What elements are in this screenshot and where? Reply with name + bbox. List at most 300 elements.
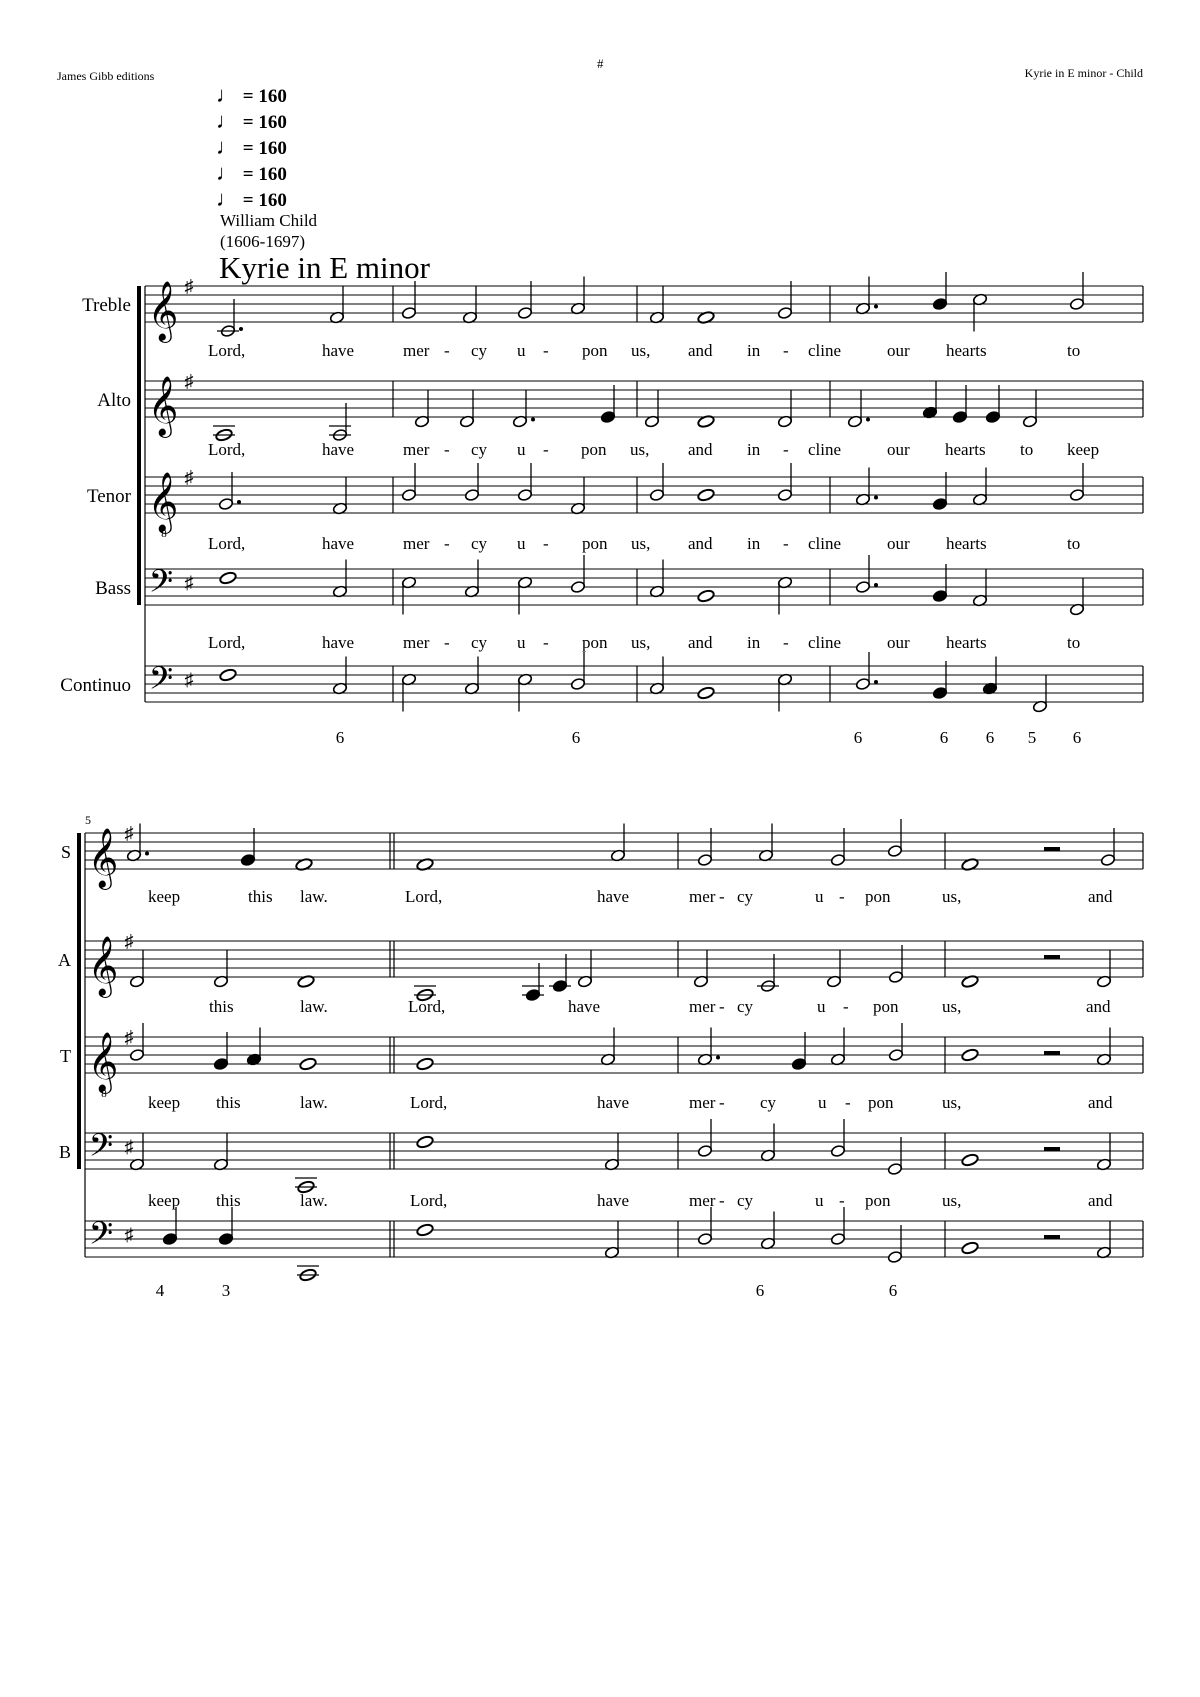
key-signature-sharp-icon: ♯ xyxy=(184,371,194,391)
lyric-syllable: mer xyxy=(403,341,430,360)
note-head xyxy=(777,463,792,502)
lyric-syllable: our xyxy=(887,341,910,360)
note-head xyxy=(847,390,870,429)
lyric-syllable: Lord, xyxy=(408,997,446,1016)
note-head xyxy=(922,381,937,420)
note-head xyxy=(1069,578,1084,617)
lyric-hyphen: - xyxy=(719,1093,725,1112)
header-left-text: James Gibb editions xyxy=(57,69,155,83)
quarter-note-icon: ♩ xyxy=(216,160,238,185)
note-head xyxy=(517,673,532,712)
note-head xyxy=(401,576,416,615)
tempo-value: = 160 xyxy=(242,164,287,185)
note-head xyxy=(213,950,228,989)
staff-label: Alto xyxy=(97,390,131,411)
note-head xyxy=(830,1028,845,1067)
lyric-syllable: pon xyxy=(582,534,608,553)
note-head xyxy=(1032,675,1047,714)
lyric-syllable: our xyxy=(887,440,910,459)
note-head xyxy=(830,1119,845,1158)
note-head xyxy=(826,950,841,989)
lyric-syllable: us, xyxy=(631,534,651,553)
note-head xyxy=(416,1135,434,1149)
figured-bass-numeral: 6 xyxy=(985,728,995,747)
quarter-note-icon: ♩ xyxy=(216,82,238,107)
bass-clef-icon: 𝄢 xyxy=(148,565,174,607)
note-head xyxy=(577,950,592,989)
lyric-syllable: hearts xyxy=(945,440,986,459)
augmentation-dot xyxy=(237,500,241,504)
note-head xyxy=(972,569,987,608)
lyric-syllable: cy xyxy=(471,534,488,553)
note-head xyxy=(649,463,664,502)
lyric-hyphen: - xyxy=(783,440,789,459)
note-head xyxy=(961,1153,979,1167)
note-head xyxy=(517,463,532,502)
staff-label: T xyxy=(60,1046,71,1066)
note-head xyxy=(401,281,416,320)
lyric-syllable: in xyxy=(747,633,761,652)
note-head xyxy=(220,299,243,338)
note-head xyxy=(517,281,532,320)
lyric-syllable: keep xyxy=(148,887,181,906)
note-head xyxy=(961,1048,979,1062)
lyric-hyphen: - xyxy=(839,887,845,906)
note-head xyxy=(414,390,429,429)
lyric-syllable: us, xyxy=(631,341,651,360)
note-head xyxy=(644,390,659,429)
bass-clef-icon: 𝄢 xyxy=(88,1129,114,1171)
lyric-syllable: law. xyxy=(300,997,328,1016)
note-head xyxy=(600,385,615,424)
note-head xyxy=(932,564,947,603)
lyric-syllable: us, xyxy=(942,997,962,1016)
note-head xyxy=(1096,1133,1111,1172)
lyric-syllable: have xyxy=(322,341,355,360)
note-head xyxy=(649,560,664,599)
staff-label: Tenor xyxy=(86,486,131,507)
note-head xyxy=(464,560,479,599)
note-head xyxy=(985,385,1000,424)
lyric-syllable: and xyxy=(1088,1093,1113,1112)
note-head xyxy=(604,1221,619,1260)
note-head xyxy=(888,1023,903,1062)
note-head xyxy=(855,555,878,594)
tempo-value: = 160 xyxy=(242,190,287,211)
note-head xyxy=(760,1212,775,1251)
lyric-hyphen: - xyxy=(843,997,849,1016)
augmentation-dot xyxy=(145,852,149,856)
note-head xyxy=(961,1241,979,1255)
note-head xyxy=(830,828,845,867)
lyric-syllable: and xyxy=(688,341,713,360)
note-head xyxy=(401,673,416,712)
lyric-syllable: cline xyxy=(808,633,842,652)
half-rest-icon xyxy=(1044,1051,1060,1055)
lyric-syllable: u xyxy=(517,534,526,553)
note-head xyxy=(570,652,585,691)
note-head xyxy=(129,950,144,989)
note-head xyxy=(1069,272,1084,311)
treble-clef-icon: 𝄞 xyxy=(87,1034,119,1091)
piece-title: Kyrie in E minor xyxy=(219,250,430,285)
bass-clef-icon: 𝄢 xyxy=(88,1217,114,1259)
lyric-syllable: and xyxy=(688,534,713,553)
treble-clef-icon: 𝄞 xyxy=(87,830,119,887)
staff-label: B xyxy=(58,1142,71,1162)
measure-number: 5 xyxy=(85,813,91,827)
lyric-syllable: cy xyxy=(471,341,488,360)
lyric-syllable: u xyxy=(517,440,526,459)
note-head xyxy=(777,673,792,712)
note-head xyxy=(240,828,255,867)
note-head xyxy=(219,668,237,682)
augmentation-dot xyxy=(531,418,535,422)
note-head xyxy=(552,954,567,993)
lyric-syllable: cy xyxy=(737,997,754,1016)
half-rest-icon xyxy=(1044,955,1060,959)
lyric-syllable: to xyxy=(1067,341,1081,360)
lyric-syllable: mer xyxy=(689,997,716,1016)
staff-label: Bass xyxy=(95,578,131,599)
key-signature-sharp-icon: ♯ xyxy=(184,467,194,487)
note-head xyxy=(760,1124,775,1163)
note-head xyxy=(1022,390,1037,429)
lyric-syllable: Lord, xyxy=(410,1191,448,1210)
note-head xyxy=(777,576,792,615)
note-head xyxy=(459,390,474,429)
note-head xyxy=(777,281,792,320)
note-head xyxy=(246,1028,261,1067)
note-head xyxy=(982,657,997,696)
note-head xyxy=(952,385,967,424)
lyric-syllable: Lord, xyxy=(208,633,246,652)
lyric-hyphen: - xyxy=(783,341,789,360)
lyric-hyphen: - xyxy=(543,440,549,459)
treble-clef-icon: 𝄞 xyxy=(147,378,179,435)
note-head xyxy=(213,1032,228,1071)
lyric-syllable: Lord, xyxy=(208,440,246,459)
note-head xyxy=(570,477,585,516)
quarter-note-icon: ♩ xyxy=(216,186,238,211)
lyric-syllable: mer xyxy=(403,633,430,652)
lyric-syllable: in xyxy=(747,440,761,459)
note-head xyxy=(830,1207,845,1246)
note-head xyxy=(932,472,947,511)
treble-clef-icon: 𝄞 xyxy=(147,474,179,531)
lyric-syllable: this xyxy=(216,1191,241,1210)
lyric-syllable: Lord, xyxy=(405,887,443,906)
note-head xyxy=(697,1119,712,1158)
note-head xyxy=(972,293,987,332)
staff-label: Treble xyxy=(82,295,131,316)
lyric-syllable: Lord, xyxy=(208,341,246,360)
lyric-syllable: cline xyxy=(808,341,842,360)
lyric-syllable: Lord, xyxy=(208,534,246,553)
key-signature-sharp-icon: ♯ xyxy=(184,572,194,593)
key-signature-sharp-icon: ♯ xyxy=(124,823,134,843)
note-head xyxy=(332,403,347,442)
note-head xyxy=(218,472,241,511)
note-head xyxy=(693,950,708,989)
key-signature-sharp-icon: ♯ xyxy=(184,669,194,690)
lyric-syllable: to xyxy=(1067,633,1081,652)
header-center-text: # xyxy=(597,56,604,71)
note-head xyxy=(462,286,477,325)
note-head xyxy=(600,1028,615,1067)
note-head xyxy=(329,286,344,325)
lyric-syllable: us, xyxy=(942,1191,962,1210)
note-head xyxy=(887,1225,902,1264)
note-head xyxy=(213,1133,228,1172)
tempo-value: = 160 xyxy=(242,112,287,133)
note-head xyxy=(219,571,237,585)
lyric-syllable: mer xyxy=(689,887,716,906)
lyric-syllable: have xyxy=(322,633,355,652)
lyric-syllable: mer xyxy=(403,534,430,553)
note-head xyxy=(888,945,903,984)
half-rest-icon xyxy=(1044,847,1060,851)
lyric-syllable: to xyxy=(1020,440,1034,459)
lyric-syllable: pon xyxy=(873,997,899,1016)
lyric-syllable: mer xyxy=(689,1191,716,1210)
key-signature-sharp-icon: ♯ xyxy=(124,1224,134,1245)
header-right-text: Kyrie in E minor - Child xyxy=(1024,66,1143,80)
lyric-syllable: u xyxy=(818,1093,827,1112)
note-head xyxy=(887,1137,902,1176)
note-head xyxy=(218,1207,233,1246)
lyric-syllable: u xyxy=(517,341,526,360)
lyric-syllable: have xyxy=(597,887,630,906)
note-head xyxy=(649,657,664,696)
lyric-syllable: our xyxy=(887,633,910,652)
augmentation-dot xyxy=(874,496,878,500)
lyric-hyphen: - xyxy=(444,633,450,652)
note-head xyxy=(512,390,535,429)
note-head xyxy=(887,819,902,858)
augmentation-dot xyxy=(866,418,870,422)
note-head xyxy=(932,272,947,311)
lyric-syllable: cline xyxy=(808,440,842,459)
staff-label: A xyxy=(58,950,71,970)
figured-bass-numeral: 6 xyxy=(888,1281,898,1300)
lyric-syllable: cy xyxy=(737,1191,754,1210)
lyric-syllable: hearts xyxy=(946,534,987,553)
key-signature-sharp-icon: ♯ xyxy=(124,1027,134,1047)
treble-clef-icon: 𝄞 xyxy=(147,283,179,340)
lyric-syllable: hearts xyxy=(946,341,987,360)
note-head xyxy=(1096,1028,1111,1067)
staff-label: S xyxy=(60,842,71,862)
lyric-syllable: have xyxy=(322,534,355,553)
lyric-syllable: law. xyxy=(300,1093,328,1112)
lyric-syllable: cy xyxy=(760,1093,777,1112)
lyric-syllable: to xyxy=(1067,534,1081,553)
lyric-syllable: and xyxy=(688,440,713,459)
figured-bass-numeral: 6 xyxy=(853,728,863,747)
lyric-hyphen: - xyxy=(783,534,789,553)
key-signature-sharp-icon: ♯ xyxy=(184,276,194,296)
lyric-syllable: have xyxy=(568,997,601,1016)
lyric-syllable: u xyxy=(815,1191,824,1210)
note-head xyxy=(332,560,347,599)
lyric-syllable: pon xyxy=(582,633,608,652)
quarter-note-icon: ♩ xyxy=(216,108,238,133)
lyric-syllable: Lord, xyxy=(410,1093,448,1112)
note-head xyxy=(416,1057,434,1071)
note-head xyxy=(697,1028,720,1067)
note-head xyxy=(697,1207,712,1246)
lyric-syllable: us, xyxy=(942,1093,962,1112)
tempo-value: = 160 xyxy=(242,138,287,159)
lyric-syllable: cy xyxy=(737,887,754,906)
half-rest-icon xyxy=(1044,1235,1060,1239)
augmentation-dot xyxy=(874,680,878,684)
lyric-syllable: cline xyxy=(808,534,842,553)
note-head xyxy=(697,828,712,867)
note-head xyxy=(416,1223,434,1237)
augmentation-dot xyxy=(874,305,878,309)
lyric-syllable: this xyxy=(248,887,273,906)
bass-clef-icon: 𝄢 xyxy=(148,662,174,704)
note-head xyxy=(791,1032,806,1071)
lyric-syllable: mer xyxy=(689,1093,716,1112)
lyric-syllable: hearts xyxy=(946,633,987,652)
key-signature-sharp-icon: ♯ xyxy=(124,1136,134,1157)
lyric-hyphen: - xyxy=(719,997,725,1016)
note-head xyxy=(972,468,987,507)
lyric-syllable: and xyxy=(1086,997,1111,1016)
note-head xyxy=(604,1133,619,1172)
lyric-syllable: have xyxy=(597,1093,630,1112)
figured-bass-numeral: 6 xyxy=(1072,728,1082,747)
note-head xyxy=(855,652,878,691)
note-head xyxy=(697,686,715,700)
lyric-syllable: our xyxy=(887,534,910,553)
lyric-hyphen: - xyxy=(543,534,549,553)
lyric-syllable: in xyxy=(747,534,761,553)
note-head xyxy=(777,390,792,429)
note-head xyxy=(855,468,878,507)
note-head xyxy=(517,576,532,615)
lyric-syllable: keep xyxy=(1067,440,1100,459)
note-head xyxy=(464,463,479,502)
half-rest-icon xyxy=(1044,1147,1060,1151)
figured-bass-numeral: 3 xyxy=(221,1281,231,1300)
lyric-syllable: us, xyxy=(942,887,962,906)
figured-bass-numeral: 5 xyxy=(1027,728,1037,747)
lyric-hyphen: - xyxy=(719,887,725,906)
figured-bass-numeral: 6 xyxy=(571,728,581,747)
lyric-syllable: law. xyxy=(300,887,328,906)
lyric-syllable: this xyxy=(216,1093,241,1112)
lyric-hyphen: - xyxy=(845,1093,851,1112)
lyric-hyphen: - xyxy=(444,534,450,553)
treble-clef-icon: 𝄞 xyxy=(87,938,119,995)
lyric-syllable: pon xyxy=(582,341,608,360)
lyric-syllable: this xyxy=(209,997,234,1016)
lyric-syllable: pon xyxy=(868,1093,894,1112)
note-head xyxy=(1096,1221,1111,1260)
note-head xyxy=(299,1057,317,1071)
figured-bass-numeral: 6 xyxy=(755,1281,765,1300)
lyric-syllable: us, xyxy=(631,633,651,652)
lyric-hyphen: - xyxy=(839,1191,845,1210)
lyric-syllable: pon xyxy=(581,440,607,459)
key-signature-sharp-icon: ♯ xyxy=(124,931,134,951)
lyric-syllable: have xyxy=(322,440,355,459)
note-head xyxy=(1069,463,1084,502)
figured-bass-numeral: 4 xyxy=(155,1281,165,1300)
lyric-syllable: and xyxy=(1088,887,1113,906)
note-head xyxy=(855,277,878,316)
note-head xyxy=(932,661,947,700)
lyric-hyphen: - xyxy=(719,1191,725,1210)
lyric-syllable: and xyxy=(1088,1191,1113,1210)
octave-marker: 8 xyxy=(161,528,167,540)
lyric-syllable: cy xyxy=(471,633,488,652)
note-head xyxy=(401,463,416,502)
figured-bass-numeral: 6 xyxy=(939,728,949,747)
lyric-hyphen: - xyxy=(543,633,549,652)
lyric-syllable: pon xyxy=(865,887,891,906)
lyric-syllable: keep xyxy=(148,1093,181,1112)
note-head xyxy=(570,555,585,594)
augmentation-dot xyxy=(239,327,243,331)
lyric-hyphen: - xyxy=(543,341,549,360)
lyric-hyphen: - xyxy=(783,633,789,652)
lyric-syllable: us, xyxy=(630,440,650,459)
lyric-hyphen: - xyxy=(444,440,450,459)
note-head xyxy=(758,824,773,863)
lyric-syllable: pon xyxy=(865,1191,891,1210)
note-head xyxy=(162,1207,177,1246)
lyric-syllable: cy xyxy=(471,440,488,459)
note-head xyxy=(464,657,479,696)
note-head xyxy=(525,963,540,1002)
lyric-syllable: have xyxy=(597,1191,630,1210)
lyric-syllable: u xyxy=(817,997,826,1016)
octave-marker: 8 xyxy=(101,1088,107,1100)
lyric-syllable: keep xyxy=(148,1191,181,1210)
composer-name: William Child xyxy=(220,211,318,230)
figured-bass-numeral: 6 xyxy=(335,728,345,747)
note-head xyxy=(697,488,715,502)
note-head xyxy=(332,477,347,516)
note-head xyxy=(610,824,625,863)
tempo-value: = 160 xyxy=(242,86,287,107)
note-head xyxy=(1100,828,1115,867)
lyric-syllable: u xyxy=(517,633,526,652)
quarter-note-icon: ♩ xyxy=(216,134,238,159)
note-head xyxy=(649,286,664,325)
lyric-syllable: and xyxy=(688,633,713,652)
lyric-hyphen: - xyxy=(444,341,450,360)
note-head xyxy=(760,954,775,993)
lyric-syllable: law. xyxy=(300,1191,328,1210)
lyric-syllable: in xyxy=(747,341,761,360)
note-head xyxy=(570,277,585,316)
augmentation-dot xyxy=(716,1056,720,1060)
lyric-syllable: u xyxy=(815,887,824,906)
staff-label: Continuo xyxy=(60,675,131,696)
lyric-syllable: mer xyxy=(403,440,430,459)
composer-dates: (1606-1697) xyxy=(220,232,305,251)
note-head xyxy=(332,657,347,696)
note-head xyxy=(1096,950,1111,989)
augmentation-dot xyxy=(874,583,878,587)
note-head xyxy=(697,589,715,603)
